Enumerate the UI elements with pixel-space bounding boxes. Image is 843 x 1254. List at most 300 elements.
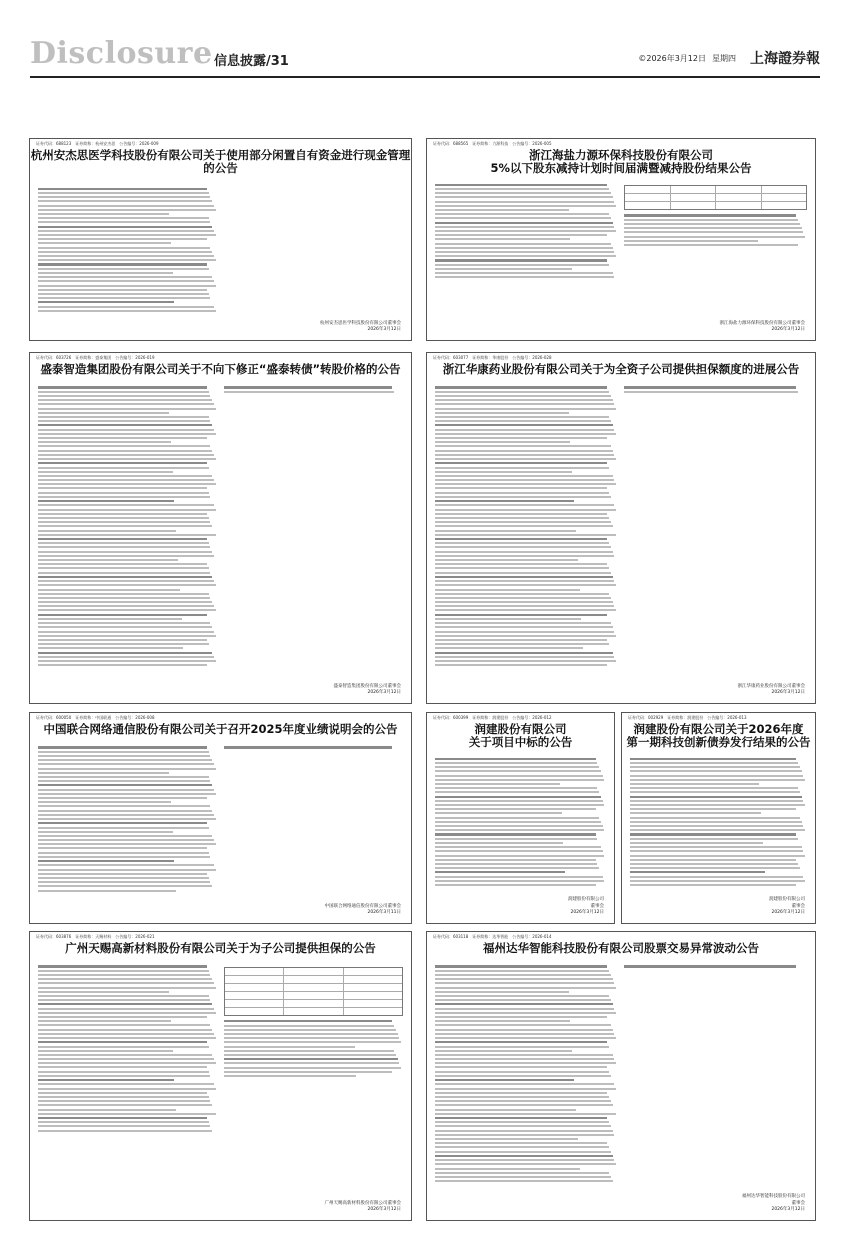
text-line bbox=[38, 1071, 209, 1073]
text-line bbox=[435, 268, 572, 270]
text-line bbox=[435, 987, 616, 989]
text-line bbox=[630, 791, 800, 793]
text-line bbox=[435, 631, 614, 633]
text-line bbox=[435, 647, 583, 649]
masthead-title: Disclosure bbox=[30, 36, 213, 71]
text-line bbox=[435, 660, 616, 662]
text-line bbox=[435, 974, 611, 976]
text-line bbox=[38, 755, 210, 757]
text-line bbox=[38, 1041, 207, 1043]
text-line bbox=[38, 1050, 173, 1052]
text-line bbox=[38, 664, 207, 666]
notice-title-line: 5%以下股东减持计划时间届满暨减持股份结果公告 bbox=[490, 161, 752, 176]
text-line bbox=[38, 864, 214, 866]
text-line bbox=[38, 280, 214, 282]
text-line bbox=[435, 492, 609, 494]
notice-codes: 证券代码：603118 证券简称：达华智能 公告编号：2026-014 bbox=[433, 934, 552, 939]
text-line bbox=[224, 1050, 395, 1052]
text-line bbox=[38, 1029, 212, 1031]
text-line bbox=[38, 965, 207, 967]
text-line bbox=[435, 825, 603, 827]
text-line bbox=[435, 1151, 611, 1153]
text-line bbox=[38, 487, 207, 489]
text-line bbox=[435, 1016, 607, 1018]
text-line bbox=[38, 1083, 214, 1085]
text-line bbox=[38, 437, 207, 439]
text-line bbox=[38, 301, 174, 303]
text-line bbox=[38, 1066, 207, 1068]
text-line bbox=[435, 462, 607, 464]
text-line bbox=[435, 601, 613, 603]
text-line bbox=[38, 492, 209, 494]
text-line bbox=[38, 593, 209, 595]
text-line bbox=[435, 791, 599, 793]
text-line bbox=[435, 1172, 609, 1174]
text-line bbox=[38, 192, 209, 194]
notice-title-line: 杭州安杰思医学科技股份有限公司关于使用部分闲置自有资金进行现金管理的公告 bbox=[30, 148, 411, 176]
text-line bbox=[38, 542, 209, 544]
notice-signature bbox=[325, 904, 402, 918]
text-line bbox=[38, 877, 209, 879]
text-line bbox=[435, 487, 607, 489]
text-line bbox=[435, 542, 609, 544]
text-line bbox=[435, 209, 569, 211]
text-line bbox=[224, 1054, 396, 1056]
notice-unicom bbox=[29, 712, 412, 924]
text-line bbox=[38, 217, 209, 219]
text-line bbox=[435, 525, 613, 527]
signature-line: 董事会 bbox=[590, 903, 604, 909]
text-line bbox=[38, 230, 214, 232]
text-line bbox=[630, 846, 802, 848]
text-line bbox=[435, 842, 563, 844]
notice-body bbox=[427, 753, 614, 890]
text-line bbox=[38, 1024, 210, 1026]
text-line bbox=[435, 437, 607, 439]
text-line bbox=[38, 391, 209, 393]
text-line bbox=[38, 1062, 216, 1064]
text-line bbox=[630, 766, 800, 768]
text-line bbox=[435, 217, 611, 219]
text-line bbox=[435, 496, 611, 498]
signature-line: 2026年3月12日 bbox=[771, 1207, 805, 1213]
text-line bbox=[435, 783, 560, 785]
text-line bbox=[38, 856, 210, 858]
text-line bbox=[435, 1138, 578, 1140]
text-line bbox=[435, 1024, 611, 1026]
text-line bbox=[38, 635, 216, 637]
text-line bbox=[38, 789, 214, 791]
text-line bbox=[38, 622, 210, 624]
text-line bbox=[38, 551, 212, 553]
notice-title bbox=[427, 149, 815, 175]
text-line bbox=[435, 643, 609, 645]
text-line bbox=[435, 1058, 614, 1060]
text-line bbox=[624, 227, 802, 229]
text-line bbox=[435, 259, 607, 261]
text-line bbox=[38, 530, 176, 532]
signature-line: 福州达华智能科技股份有限公司 bbox=[742, 1193, 805, 1199]
text-line bbox=[435, 829, 604, 831]
text-line bbox=[38, 483, 216, 485]
text-line bbox=[624, 244, 798, 246]
text-line bbox=[435, 850, 603, 852]
text-line bbox=[435, 1075, 611, 1077]
text-line bbox=[38, 768, 216, 770]
notice-signature bbox=[325, 1201, 402, 1215]
text-line bbox=[624, 240, 758, 242]
body-column bbox=[435, 384, 618, 668]
text-line bbox=[38, 188, 207, 190]
notice-body bbox=[30, 382, 411, 670]
data-table bbox=[624, 185, 807, 210]
text-line bbox=[38, 805, 210, 807]
text-line bbox=[435, 635, 616, 637]
text-line bbox=[38, 793, 216, 795]
text-line bbox=[435, 563, 607, 565]
text-line bbox=[435, 656, 614, 658]
text-line bbox=[435, 1121, 609, 1123]
text-line bbox=[38, 200, 212, 202]
text-line bbox=[435, 812, 562, 814]
text-line bbox=[224, 1071, 393, 1073]
text-line bbox=[38, 614, 207, 616]
body-column bbox=[435, 755, 606, 888]
text-line bbox=[38, 221, 210, 223]
text-line bbox=[38, 429, 214, 431]
issue-date: ©2026年3月12日 bbox=[638, 53, 706, 63]
text-line bbox=[435, 1088, 616, 1090]
text-line bbox=[38, 268, 209, 270]
text-line bbox=[435, 196, 613, 198]
text-line bbox=[435, 876, 603, 878]
body-column bbox=[630, 755, 807, 888]
text-line bbox=[435, 1113, 616, 1115]
signature-line: 2026年3月12日 bbox=[367, 1207, 401, 1213]
text-line bbox=[38, 399, 212, 401]
text-line bbox=[435, 551, 613, 553]
text-line bbox=[435, 846, 601, 848]
notice-codes: 证券代码：603876 证券简称：天赐材料 公告编号：2026-021 bbox=[36, 934, 155, 939]
body-column bbox=[224, 963, 404, 1134]
text-line bbox=[38, 873, 207, 875]
text-line bbox=[435, 243, 611, 245]
text-line bbox=[624, 391, 798, 393]
text-line bbox=[38, 589, 180, 591]
notice-body bbox=[30, 961, 411, 1136]
text-line bbox=[38, 521, 210, 523]
text-line bbox=[38, 513, 207, 515]
text-line bbox=[435, 201, 614, 203]
text-line bbox=[38, 310, 216, 312]
notice-runjian-bid bbox=[426, 712, 615, 924]
text-line bbox=[38, 1088, 216, 1090]
text-line bbox=[38, 1104, 212, 1106]
text-line bbox=[38, 1003, 212, 1005]
text-line bbox=[38, 784, 212, 786]
signature-line: 润建股份有限公司 bbox=[568, 896, 604, 902]
text-line bbox=[224, 391, 395, 393]
text-line bbox=[435, 226, 614, 228]
signature-line: 2026年3月12日 bbox=[367, 690, 401, 696]
body-column bbox=[435, 963, 618, 1184]
text-line bbox=[435, 576, 613, 578]
notice-title bbox=[30, 363, 411, 376]
body-column bbox=[38, 963, 218, 1134]
text-line bbox=[435, 1142, 607, 1144]
text-line bbox=[435, 758, 596, 760]
text-line bbox=[435, 1176, 611, 1178]
text-line bbox=[38, 1113, 216, 1115]
notice-title bbox=[30, 149, 411, 175]
text-line bbox=[435, 995, 609, 997]
text-line bbox=[435, 399, 613, 401]
signature-line: 2026年3月12日 bbox=[771, 327, 805, 333]
text-line bbox=[435, 1134, 614, 1136]
text-line bbox=[38, 852, 209, 854]
body-column bbox=[38, 384, 218, 668]
text-line bbox=[38, 991, 169, 993]
notice-title bbox=[622, 723, 815, 749]
body-column bbox=[624, 181, 807, 280]
text-line bbox=[435, 458, 616, 460]
text-line bbox=[435, 1130, 613, 1132]
text-line bbox=[435, 978, 613, 980]
notice-title bbox=[30, 723, 411, 736]
text-line bbox=[435, 639, 607, 641]
text-line bbox=[38, 412, 169, 414]
text-line bbox=[224, 1037, 400, 1039]
text-line bbox=[435, 580, 614, 582]
text-line bbox=[38, 751, 209, 753]
text-line bbox=[38, 763, 214, 765]
signature-line: 2026年3月11日 bbox=[367, 910, 401, 916]
text-line bbox=[435, 1096, 609, 1098]
text-line bbox=[224, 386, 393, 388]
text-line bbox=[435, 255, 616, 257]
section-title: 信息披露/31 bbox=[214, 54, 289, 69]
signature-line: 2026年3月12日 bbox=[570, 910, 604, 916]
text-line bbox=[435, 821, 601, 823]
text-line bbox=[435, 1066, 607, 1068]
text-line bbox=[435, 1079, 574, 1081]
text-line bbox=[435, 833, 596, 835]
text-line bbox=[435, 618, 581, 620]
text-line bbox=[435, 188, 609, 190]
notice-tianci bbox=[29, 931, 412, 1221]
text-line bbox=[435, 433, 616, 435]
text-line bbox=[435, 408, 616, 410]
text-line bbox=[435, 859, 596, 861]
notice-signature bbox=[738, 684, 806, 698]
text-line bbox=[224, 1029, 396, 1031]
notice-signature bbox=[320, 321, 401, 335]
text-line bbox=[38, 272, 173, 274]
text-line bbox=[38, 890, 176, 892]
text-line bbox=[630, 855, 805, 857]
text-line bbox=[224, 1075, 357, 1077]
text-line bbox=[435, 1003, 613, 1005]
text-line bbox=[38, 631, 214, 633]
text-line bbox=[435, 880, 604, 882]
text-line bbox=[38, 263, 207, 265]
text-line bbox=[435, 664, 607, 666]
text-line bbox=[435, 1117, 607, 1119]
text-line bbox=[435, 424, 613, 426]
text-line bbox=[38, 609, 216, 611]
notice-title bbox=[30, 942, 411, 955]
text-line bbox=[435, 1125, 611, 1127]
text-line bbox=[224, 1062, 400, 1064]
text-line bbox=[630, 825, 803, 827]
text-line bbox=[38, 458, 216, 460]
text-line bbox=[435, 454, 614, 456]
text-line bbox=[435, 1071, 609, 1073]
text-line bbox=[630, 804, 805, 806]
text-line bbox=[38, 1100, 210, 1102]
text-line bbox=[435, 584, 616, 586]
text-line bbox=[38, 424, 212, 426]
text-line bbox=[435, 517, 609, 519]
text-line bbox=[38, 471, 173, 473]
text-line bbox=[435, 871, 565, 873]
text-line bbox=[224, 1058, 398, 1060]
text-line bbox=[38, 987, 216, 989]
text-line bbox=[630, 808, 796, 810]
text-line bbox=[38, 1046, 209, 1048]
text-line bbox=[38, 780, 210, 782]
signature-line: 杭州安杰思医学科技股份有限公司董事会 bbox=[320, 320, 401, 326]
text-line bbox=[630, 800, 803, 802]
text-line bbox=[38, 999, 210, 1001]
text-line bbox=[630, 871, 765, 873]
text-line bbox=[624, 214, 796, 216]
text-line bbox=[38, 504, 214, 506]
body-column bbox=[435, 181, 618, 280]
text-line bbox=[38, 982, 214, 984]
text-line bbox=[630, 880, 805, 882]
text-line bbox=[38, 226, 212, 228]
notice-body bbox=[30, 742, 411, 896]
text-line bbox=[38, 416, 209, 418]
notice-shengtai bbox=[29, 352, 412, 704]
signature-line: 2026年3月12日 bbox=[367, 327, 401, 333]
text-line bbox=[38, 1075, 210, 1077]
text-line bbox=[38, 995, 209, 997]
text-line bbox=[38, 403, 214, 405]
text-line bbox=[435, 500, 574, 502]
text-line bbox=[38, 1012, 216, 1014]
newspaper-name: 上海證券報 bbox=[750, 51, 820, 67]
text-line bbox=[38, 420, 210, 422]
text-line bbox=[630, 787, 798, 789]
text-line bbox=[435, 222, 613, 224]
text-line bbox=[38, 576, 212, 578]
text-line bbox=[38, 797, 207, 799]
notice-title bbox=[427, 363, 815, 376]
notice-title-line: 浙江华康药业股份有限公司关于为全资子公司提供担保额度的进展公告 bbox=[442, 362, 800, 376]
signature-line: 董事会 bbox=[791, 903, 805, 909]
text-line bbox=[38, 1125, 210, 1127]
text-line bbox=[435, 1159, 614, 1161]
text-line bbox=[435, 192, 611, 194]
text-line bbox=[38, 1016, 207, 1018]
text-line bbox=[38, 567, 209, 569]
text-line bbox=[435, 521, 611, 523]
notice-runjian-bond bbox=[621, 712, 816, 924]
text-line bbox=[38, 618, 182, 620]
text-line bbox=[224, 1033, 398, 1035]
text-line bbox=[630, 783, 759, 785]
text-line bbox=[435, 1100, 611, 1102]
text-line bbox=[38, 209, 216, 211]
text-line bbox=[38, 563, 207, 565]
text-line bbox=[630, 867, 800, 869]
text-line bbox=[435, 534, 616, 536]
text-line bbox=[38, 746, 207, 748]
text-line bbox=[435, 884, 596, 886]
text-line bbox=[38, 462, 207, 464]
text-line bbox=[38, 639, 207, 641]
text-line bbox=[435, 412, 569, 414]
text-line bbox=[435, 230, 616, 232]
text-line bbox=[38, 251, 212, 253]
text-line bbox=[435, 1062, 616, 1064]
text-line bbox=[38, 643, 209, 645]
notice-signature bbox=[334, 684, 402, 698]
text-line bbox=[38, 597, 210, 599]
text-line bbox=[38, 810, 212, 812]
text-line bbox=[630, 758, 796, 760]
text-line bbox=[435, 471, 572, 473]
text-line bbox=[38, 835, 212, 837]
text-line bbox=[435, 429, 614, 431]
notice-title-line: 润建股份有限公司 bbox=[474, 722, 567, 736]
text-line bbox=[38, 441, 171, 443]
text-line bbox=[435, 1020, 570, 1022]
notice-codes: 证券代码：603077 证券简称：华康股份 公告编号：2026-028 bbox=[433, 355, 552, 360]
text-line bbox=[38, 822, 207, 824]
text-line bbox=[630, 817, 800, 819]
text-line bbox=[38, 1058, 214, 1060]
text-line bbox=[435, 1050, 572, 1052]
text-line bbox=[435, 475, 613, 477]
body-column bbox=[38, 185, 218, 314]
text-line bbox=[38, 289, 207, 291]
text-line bbox=[38, 1037, 216, 1039]
text-line bbox=[38, 450, 212, 452]
text-line bbox=[38, 234, 216, 236]
text-line bbox=[435, 445, 611, 447]
notice-title bbox=[427, 723, 614, 749]
notice-body bbox=[427, 961, 815, 1186]
text-line bbox=[435, 1041, 607, 1043]
text-line bbox=[435, 796, 601, 798]
text-line bbox=[435, 605, 614, 607]
text-line bbox=[38, 538, 207, 540]
notice-signature bbox=[720, 321, 806, 335]
text-line bbox=[435, 386, 607, 388]
notice-title-line: 第一期科技创新债券发行结果的公告 bbox=[626, 735, 811, 750]
text-line bbox=[38, 843, 216, 845]
text-line bbox=[38, 479, 214, 481]
text-line bbox=[630, 863, 798, 865]
text-line bbox=[435, 467, 609, 469]
text-line bbox=[435, 1109, 576, 1111]
text-line bbox=[38, 454, 214, 456]
signature-line: 润建股份有限公司 bbox=[769, 896, 805, 902]
text-line bbox=[38, 584, 216, 586]
